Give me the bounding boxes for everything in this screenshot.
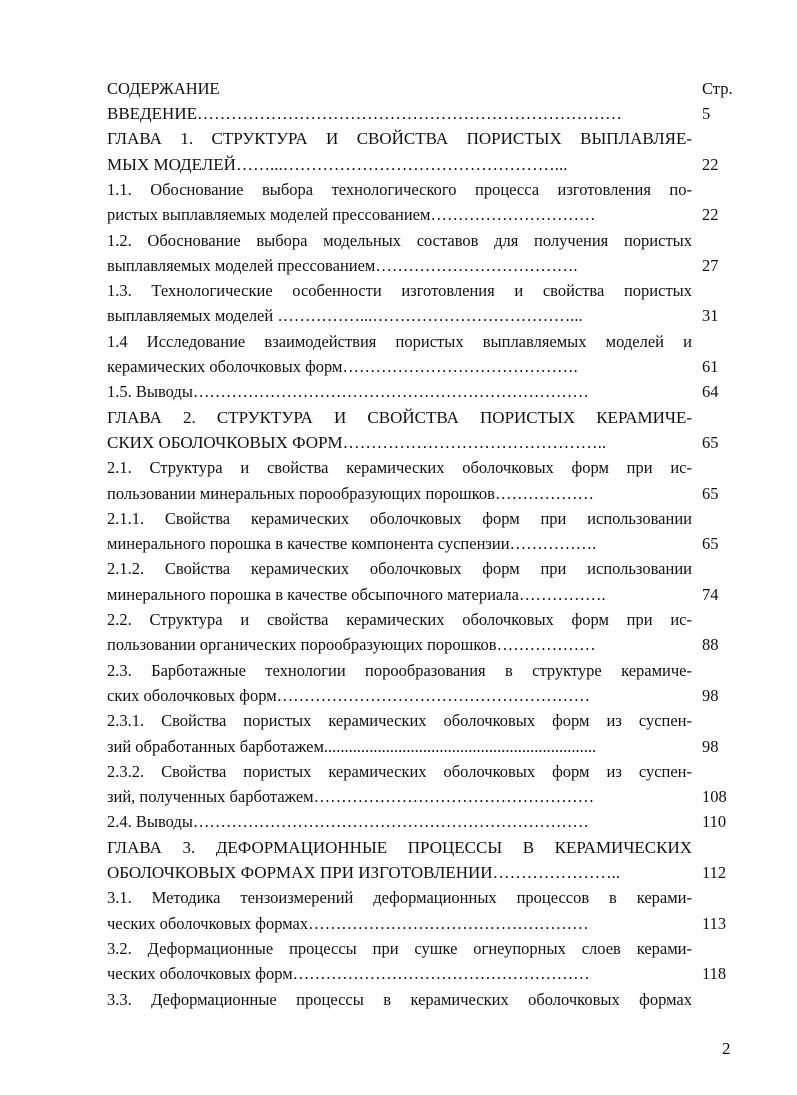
toc-line: 1.2. Обоснование выбора модельных составов для получения пористых: [107, 231, 692, 250]
toc-line: ристых выплавляемых моделей прессованием…………………………: [107, 205, 596, 224]
toc-page-number: 113: [702, 914, 727, 933]
toc-page-number: 65: [702, 433, 719, 452]
toc-line: 2.3.2. Свойства пористых керамических оболочковых форм из суспен-: [107, 762, 692, 781]
toc-line: ческих оболочковых формах……………………………………………: [107, 914, 589, 933]
toc-page-number: 31: [702, 306, 719, 325]
toc-line: ВВЕДЕНИЕ…………………………………………………………………: [107, 104, 622, 123]
toc-line: керамических оболочковых форм…………………………………….: [107, 357, 578, 376]
toc-line: 1.5. Выводы………………………………………………………………: [107, 382, 589, 401]
toc-line: СКИХ ОБОЛОЧКОВЫХ ФОРМ………………………………………..: [107, 433, 607, 452]
toc-line: ГЛАВА 1. СТРУКТУРА И СВОЙСТВА ПОРИСТЫХ ВЫПЛАВЛЯЕ-: [107, 129, 692, 148]
toc-line: 3.3. Деформационные процессы в керамических оболочковых формах: [107, 990, 692, 1009]
toc-line: МЫХ МОДЕЛЕЙ……...…………………………………………...: [107, 155, 568, 174]
toc-line: 1.4 Исследование взаимодействия пористых выплавляемых моделей и: [107, 332, 692, 351]
toc-page-number: 27: [702, 256, 719, 275]
toc-line: 2.2. Структура и свойства керамических оболочковых форм при ис-: [107, 610, 692, 629]
toc-page-number: 65: [702, 484, 719, 503]
toc-line: 1.1. Обоснование выбора технологического процесса изготовления по-: [107, 180, 692, 199]
toc-line: выплавляемых моделей ……………...………………………………...: [107, 306, 583, 325]
toc-line: 2.3.1. Свойства пористых керамических оболочковых форм из суспен-: [107, 711, 692, 730]
toc-line: 3.1. Методика тензоизмерений деформационных процессов в керами-: [107, 888, 692, 907]
toc-page-number: 110: [702, 812, 727, 831]
toc-line: зий, полученных барботажем……………………………………………: [107, 787, 595, 806]
toc-line: пользовании минеральных порообразующих порошков………………: [107, 484, 594, 503]
toc-line: 3.2. Деформационные процессы при сушке огнеупорных слоев керами-: [107, 939, 692, 958]
toc-page-number: 98: [702, 686, 719, 705]
toc-line: ческих оболочковых форм………………………………………………: [107, 964, 590, 983]
toc-page-number: 22: [702, 155, 719, 174]
toc-page-number: 64: [702, 382, 719, 401]
toc-page-number: 98: [702, 737, 719, 756]
toc-line: ских оболочковых форм…………………………………………………: [107, 686, 591, 705]
toc-line: выплавляемых моделей прессованием……………………………….: [107, 256, 578, 275]
toc-page-number: 22: [702, 205, 719, 224]
toc-line: 2.1. Структура и свойства керамических оболочковых форм при ис-: [107, 458, 692, 477]
toc-page-number: 74: [702, 585, 719, 604]
toc-line: ОБОЛОЧКОВЫХ ФОРМАХ ПРИ ИЗГОТОВЛЕНИИ…………………..: [107, 863, 621, 882]
toc-line: 1.3. Технологические особенности изготовления и свойства пористых: [107, 281, 692, 300]
toc-title: СОДЕРЖАНИЕ: [107, 79, 220, 98]
toc-line: ГЛАВА 2. СТРУКТУРА И СВОЙСТВА ПОРИСТЫХ КЕРАМИЧЕ-: [107, 408, 692, 427]
toc-page-number: 65: [702, 534, 719, 553]
toc-page-number: 118: [702, 964, 727, 983]
toc-line: 2.3. Барботажные технологии порообразования в структуре керамиче-: [107, 661, 692, 680]
page-column-label: Стр.: [702, 79, 733, 98]
toc-page-number: 108: [702, 787, 727, 806]
page-number: 2: [722, 1039, 731, 1058]
toc-line: пользовании органических порообразующих порошков………………: [107, 635, 596, 654]
toc-line: 2.1.2. Свойства керамических оболочковых форм при использовании: [107, 559, 692, 578]
toc-line: 2.4. Выводы………………………………………………………………: [107, 812, 589, 831]
toc-line: 2.1.1. Свойства керамических оболочковых форм при использовании: [107, 509, 692, 528]
toc-page-number: 5: [702, 104, 711, 123]
toc-line: минерального порошка в качестве компонента суспензии…………….: [107, 534, 597, 553]
toc-line: зий обработанных барботажем..................................................................: [107, 737, 597, 756]
toc-line: ГЛАВА 3. ДЕФОРМАЦИОННЫЕ ПРОЦЕССЫ В КЕРАМИЧЕСКИХ: [107, 838, 692, 857]
toc-page-number: 61: [702, 357, 719, 376]
toc-line: минерального порошка в качестве обсыпочного материала…………….: [107, 585, 606, 604]
toc-page-number: 88: [702, 635, 719, 654]
toc-page-number: 112: [702, 863, 727, 882]
